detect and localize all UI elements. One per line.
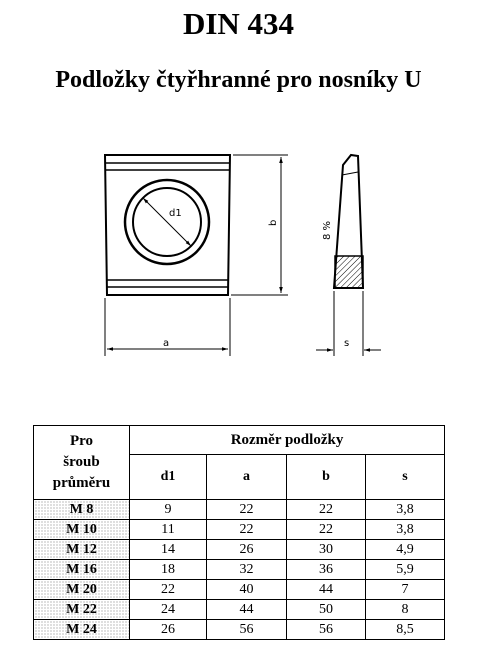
table-row — [34, 620, 445, 640]
a-cell: 32 — [207, 560, 287, 580]
bolt-size-cell: M 16 — [34, 560, 130, 580]
d1-cell: 22 — [130, 580, 207, 600]
washer-dimension-header: Rozměr podložky — [130, 426, 445, 455]
b-label: b — [268, 219, 279, 226]
table-row — [34, 600, 445, 620]
d1-cell: 9 — [130, 500, 207, 520]
bolt-size-cell: M 24 — [34, 620, 130, 640]
height-dimension — [231, 155, 288, 295]
s-cell: 8 — [366, 600, 445, 620]
bolt-size-cell: M 22 — [34, 600, 130, 620]
d1-cell: 18 — [130, 560, 207, 580]
b-cell: 50 — [287, 600, 366, 620]
column-header-b: b — [287, 455, 366, 500]
table-row — [34, 540, 445, 560]
table-row — [34, 580, 445, 600]
bolt-size-cell: M 12 — [34, 540, 130, 560]
slope-label: 8 % — [322, 220, 333, 240]
a-cell: 44 — [207, 600, 287, 620]
a-cell: 40 — [207, 580, 287, 600]
b-cell: 22 — [287, 520, 366, 540]
s-cell: 3,8 — [366, 520, 445, 540]
table-row — [34, 520, 445, 540]
b-cell: 44 — [287, 580, 366, 600]
washer-front-view — [105, 155, 230, 295]
document-subtitle: Podložky čtyřhranné pro nosníky U — [55, 67, 422, 93]
b-cell: 56 — [287, 620, 366, 640]
d1-cell: 11 — [130, 520, 207, 540]
document-title: DIN 434 — [182, 6, 295, 41]
d1-cell: 14 — [130, 540, 207, 560]
s-cell: 4,9 — [366, 540, 445, 560]
d1-label: d1 — [169, 208, 182, 219]
washer-side-view — [334, 155, 363, 288]
s-cell: 5,9 — [366, 560, 445, 580]
a-cell: 56 — [207, 620, 287, 640]
a-cell: 26 — [207, 540, 287, 560]
a-cell: 22 — [207, 500, 287, 520]
bolt-size-cell: M 20 — [34, 580, 130, 600]
a-label: a — [163, 338, 170, 349]
a-cell: 22 — [207, 520, 287, 540]
column-header-a: a — [207, 455, 287, 500]
b-cell: 22 — [287, 500, 366, 520]
d1-cell: 26 — [130, 620, 207, 640]
bolt-size-cell: M 10 — [34, 520, 130, 540]
column-header-d1: d1 — [130, 455, 207, 500]
table-row — [34, 560, 445, 580]
b-cell: 36 — [287, 560, 366, 580]
dimension-table — [33, 425, 445, 640]
technical-drawing — [0, 140, 477, 370]
s-cell: 8,5 — [366, 620, 445, 640]
s-cell: 3,8 — [366, 500, 445, 520]
table-row — [34, 500, 445, 520]
d1-cell: 24 — [130, 600, 207, 620]
bolt-size-header: Pro šroub průměru — [34, 426, 130, 500]
column-header-s: s — [366, 455, 445, 500]
s-label: s — [344, 338, 350, 349]
bolt-size-cell: M 8 — [34, 500, 130, 520]
s-cell: 7 — [366, 580, 445, 600]
b-cell: 30 — [287, 540, 366, 560]
